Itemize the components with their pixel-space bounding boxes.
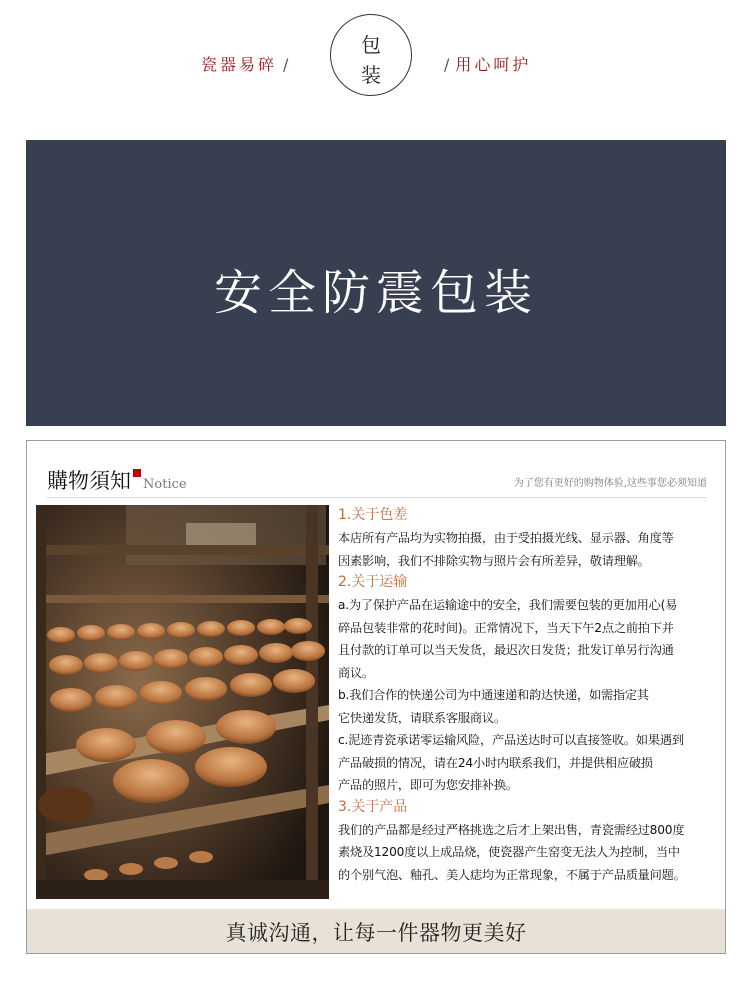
section-color-difference <box>338 505 718 572</box>
header-right-slash: / <box>444 55 450 74</box>
section-line: 产品破损的情况，请在24小时内联系我们，并提供相应破损 <box>338 755 653 770</box>
circle-char-top: 包 <box>361 33 381 57</box>
section-heading: 2.关于运输 <box>338 574 408 590</box>
pottery-workshop-photo <box>36 505 329 899</box>
header-left-tagline <box>201 52 311 75</box>
section-shipping <box>338 572 718 797</box>
notice-subtitle: 为了您有更好的购物体验,这些事您必须知道 <box>513 478 707 489</box>
section-product <box>338 797 718 887</box>
section-line: 本店所有产品均为实物拍摄，由于受拍摄光线、显示器、角度等 <box>338 531 674 545</box>
section-line: b.我们合作的快递公司为中通速递和韵达快递，如需指定其 <box>338 688 649 702</box>
notice-title-en: Notice <box>143 477 187 492</box>
section-heading: 1.关于色差 <box>338 507 408 523</box>
footer-slogan-bar <box>27 909 725 953</box>
section-line: 的个别气泡、釉孔、美人痣均为正常现象，不属于产品质量问题。 <box>338 867 686 882</box>
header-left-slash: / <box>283 55 289 74</box>
shopping-notice-panel <box>26 440 726 954</box>
footer-slogan: 真诚沟通，让每一件器物更美好 <box>225 921 527 945</box>
section-heading: 3.关于产品 <box>338 798 408 815</box>
header-right-tagline <box>438 52 568 75</box>
section-line: 我们的产品都是经过严格挑选之后才上架出售，青瓷需经过800度 <box>338 822 685 837</box>
section-line: 因素影响，我们不排除实物与照片会有所差异，敬请理解。 <box>338 553 650 568</box>
section-line: 碎品包装非常的花时间)。正常情况下，当天下午2点之前拍下并 <box>338 620 674 635</box>
section-line: 且付款的订单可以当天发货，最迟次日发货；批发订单另行沟通 <box>338 643 674 657</box>
notice-title-text: 購物須知 <box>47 469 131 493</box>
section-line: a.为了保护产品在运输途中的安全，我们需要包装的更加用心(易 <box>338 598 678 612</box>
section-line: 它快递发货，请联系客服商议。 <box>338 710 506 725</box>
circle-char-bottom: 装 <box>361 63 381 87</box>
section-body <box>338 594 718 797</box>
header-right-text: 用心呵护 <box>455 55 532 74</box>
notice-divider <box>47 497 707 498</box>
section-body <box>338 819 718 887</box>
section-line: c.泥迹青瓷承诺零运输风险，产品送达时可以直接签收。如果遇到 <box>338 733 684 747</box>
section-line: 素烧及1200度以上成品烧，使瓷器产生窑变无法人为控制，当中 <box>338 845 680 859</box>
red-square-mark <box>133 469 141 477</box>
section-line: 商议。 <box>338 665 374 680</box>
notice-title <box>47 465 187 495</box>
packaging-banner <box>26 140 726 426</box>
notice-text-column <box>338 505 718 886</box>
section-body <box>338 527 718 572</box>
packaging-circle-badge <box>330 14 412 96</box>
banner-title: 安全防震包装 <box>213 265 538 321</box>
header-left-text: 瓷器易碎 <box>201 55 278 74</box>
section-line: 产品的照片，即可为您安排补换。 <box>338 778 518 792</box>
